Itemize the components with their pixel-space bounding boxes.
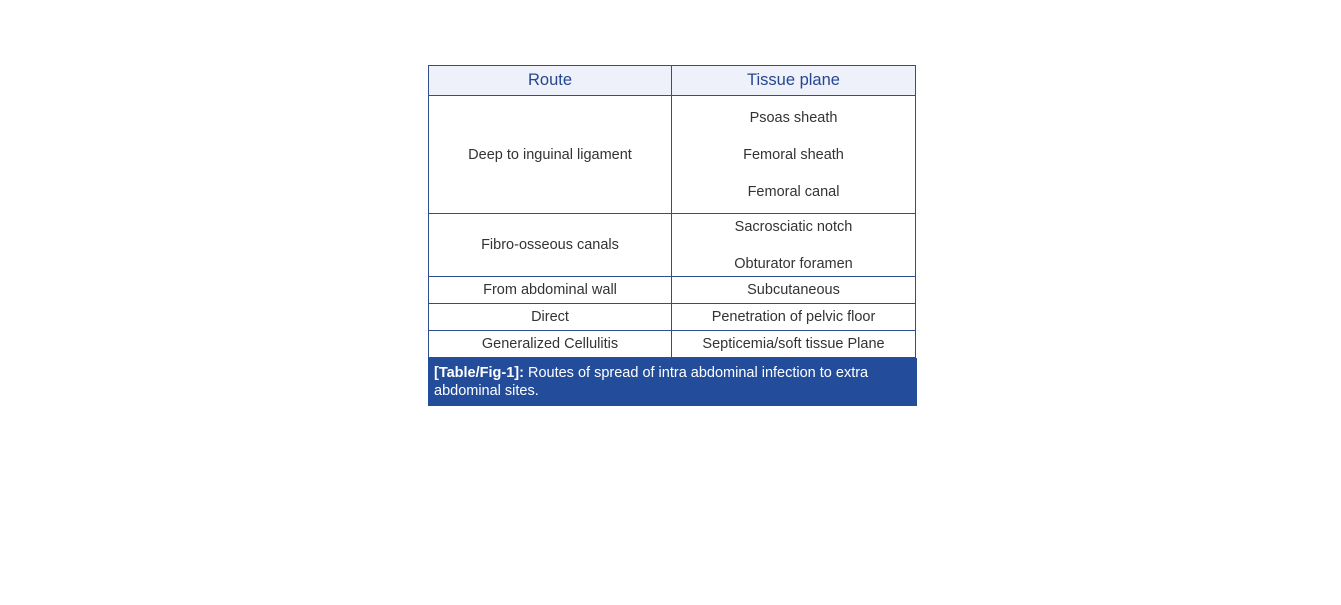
route-cell: Generalized Cellulitis — [429, 331, 672, 358]
routes-table — [428, 65, 916, 358]
tissue-plane-cell: Septicemia/soft tissue Plane — [672, 331, 916, 358]
tissue-plane-item: Obturator foramen — [734, 255, 853, 272]
tissue-plane-cell — [672, 214, 916, 277]
tissue-plane-cell — [672, 96, 916, 214]
table-row — [429, 331, 916, 358]
tissue-plane-item: Femoral sheath — [743, 146, 844, 163]
table-header-row — [429, 66, 916, 96]
route-cell: Fibro-osseous canals — [429, 214, 672, 277]
caption-label: [Table/Fig-1]: — [434, 365, 524, 381]
tissue-plane-cell: Subcutaneous — [672, 277, 916, 304]
table-row — [429, 96, 916, 214]
figure-table-container — [428, 65, 915, 406]
route-cell: Direct — [429, 304, 672, 331]
tissue-plane-item: Sacrosciatic notch — [734, 218, 853, 235]
tissue-plane-item: Psoas sheath — [749, 109, 838, 126]
tissue-plane-item: Femoral canal — [747, 183, 840, 200]
caption-text: Routes of spread of intra abdominal infection to extra abdominal sites. — [434, 365, 869, 399]
table-row — [429, 214, 916, 277]
table-caption — [428, 358, 917, 406]
route-cell: Deep to inguinal ligament — [429, 96, 672, 214]
header-tissue-plane: Tissue plane — [672, 66, 916, 96]
route-cell: From abdominal wall — [429, 277, 672, 304]
table-row — [429, 304, 916, 331]
table-row — [429, 277, 916, 304]
header-route: Route — [429, 66, 672, 96]
tissue-plane-cell: Penetration of pelvic floor — [672, 304, 916, 331]
